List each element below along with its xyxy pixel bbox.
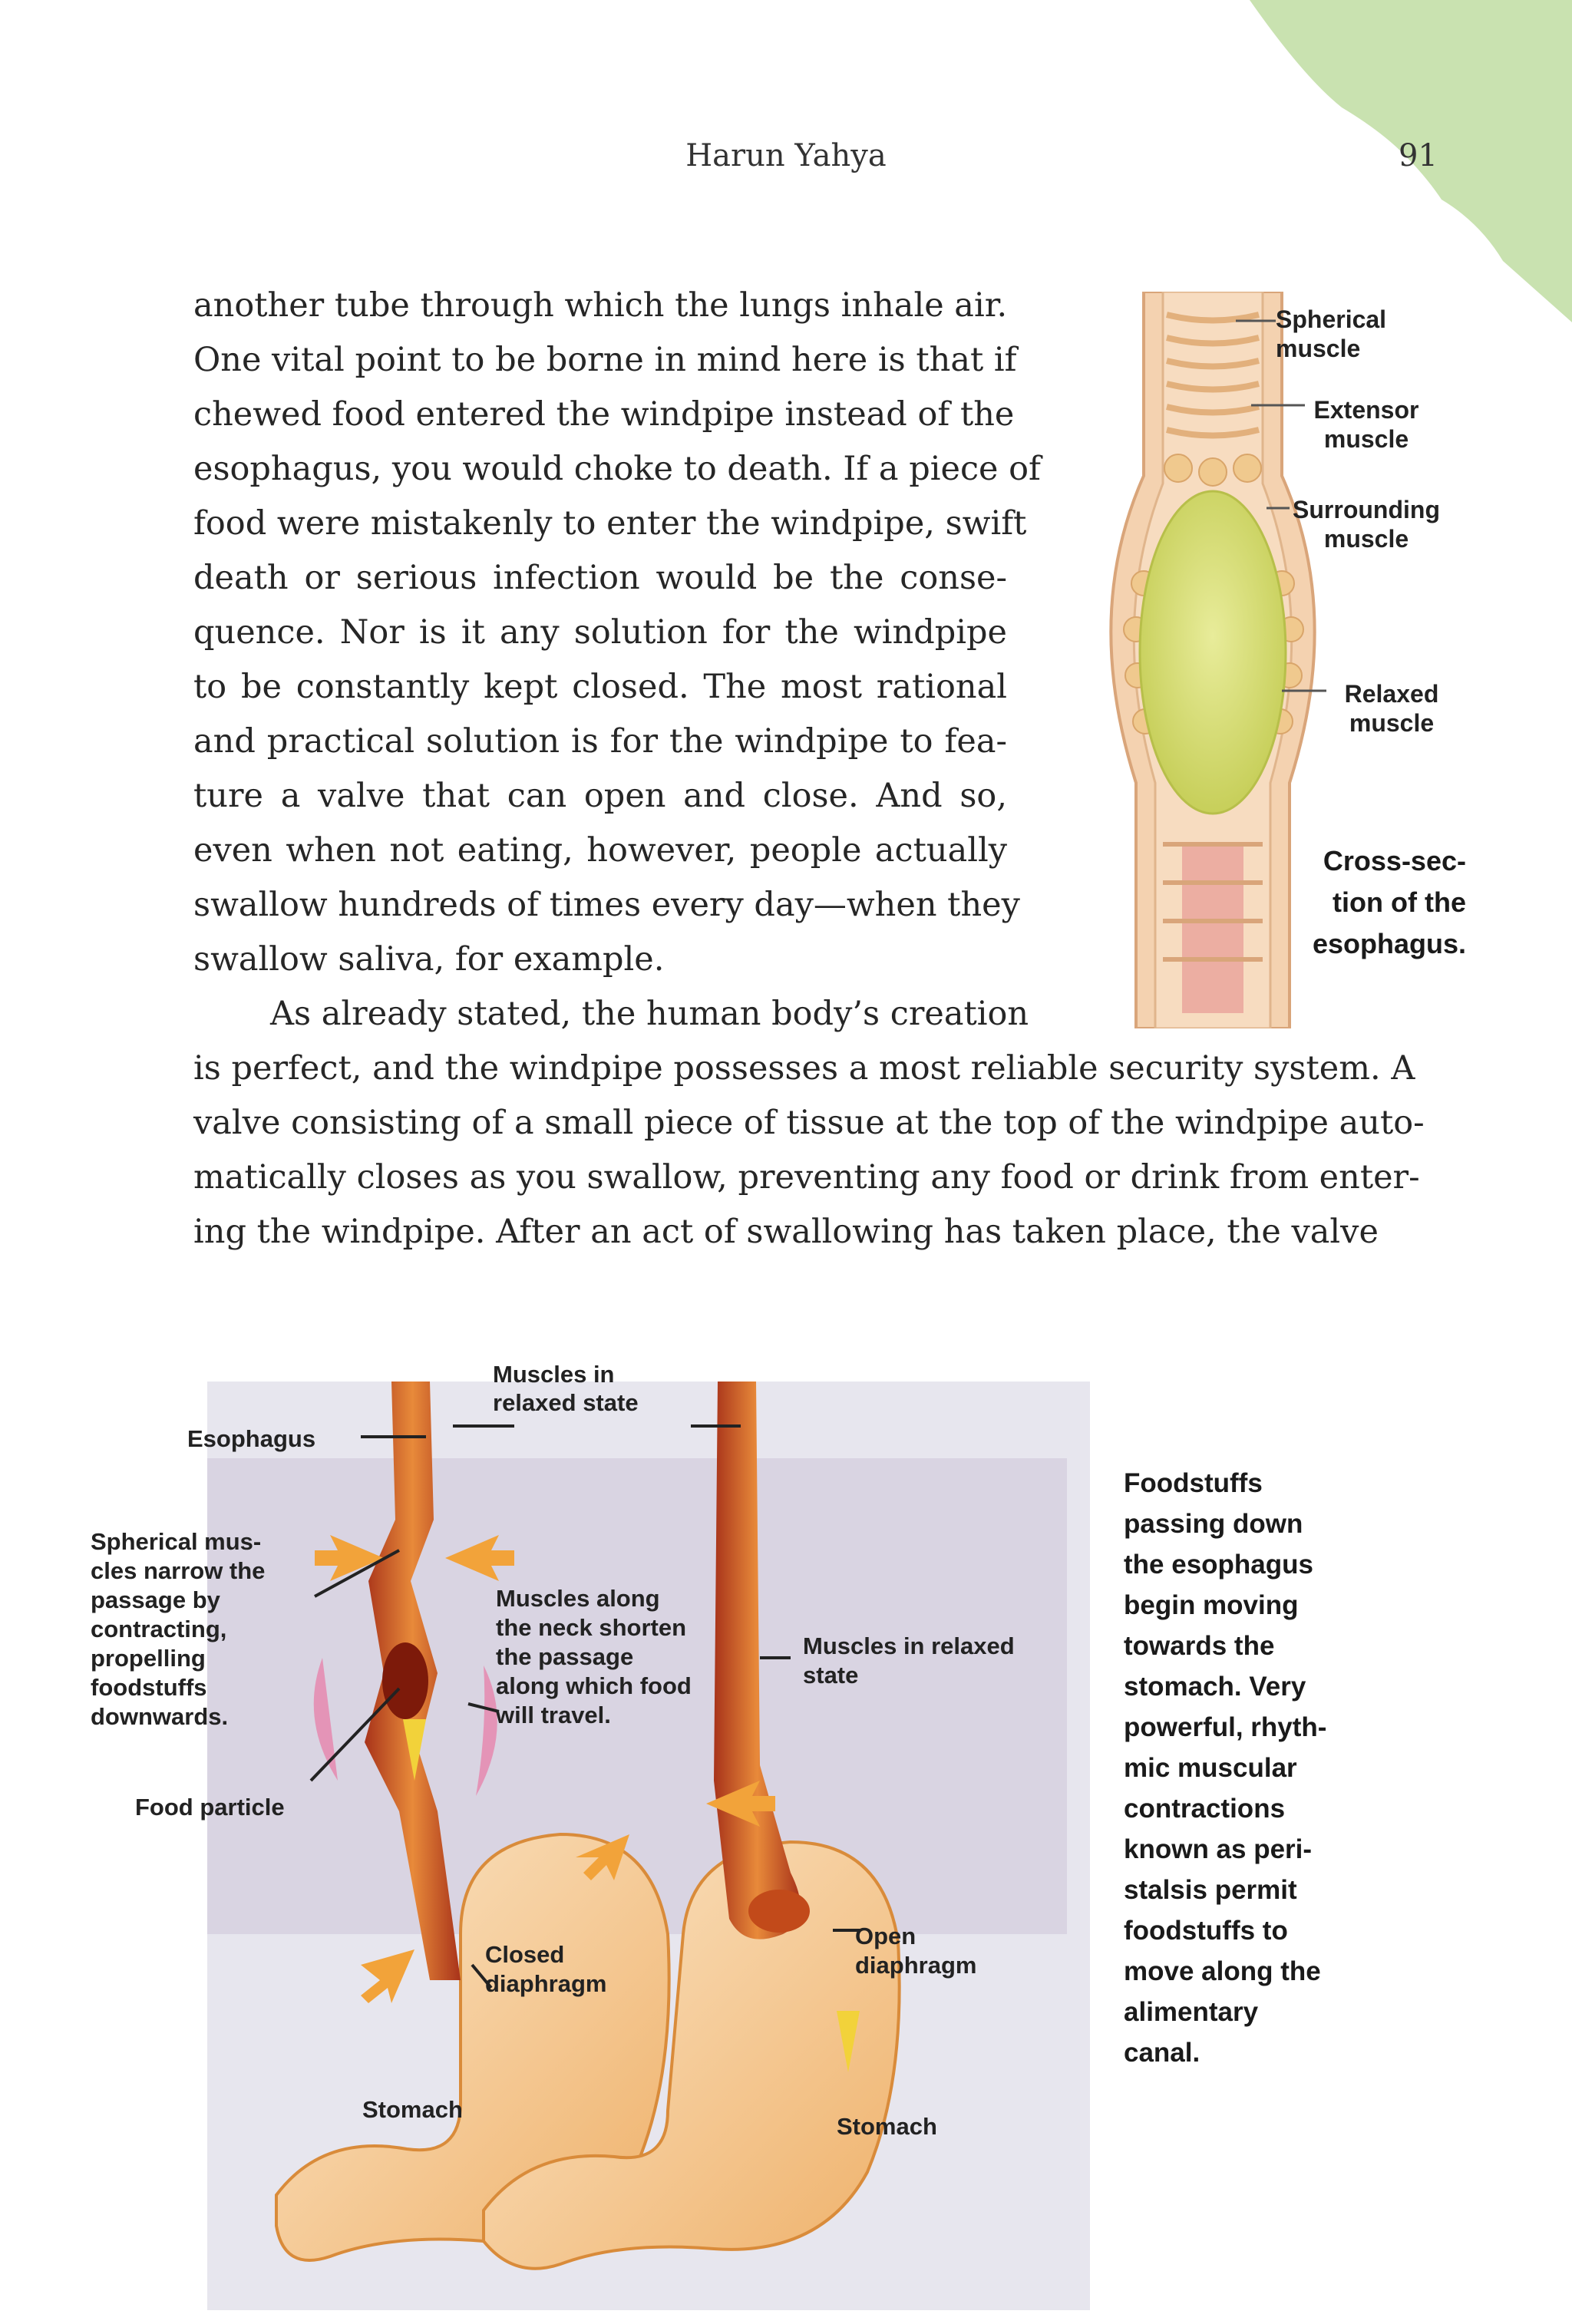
label-line: cles narrow the [91, 1557, 266, 1584]
text-line: food were mistakenly to enter the windpipe, swift [193, 504, 1027, 543]
label-food-particle: Food particle [135, 1794, 285, 1821]
text-line: and practical solution is for the windpipe to fea- [193, 722, 1007, 761]
label-line: Surrounding [1293, 496, 1440, 523]
caption-line: towards the [1124, 1631, 1275, 1661]
label-line: propelling [91, 1645, 206, 1672]
caption-line: contractions [1124, 1794, 1286, 1824]
peristalsis-caption [1124, 1463, 1326, 2073]
label-open-diaphragm [855, 1922, 976, 1980]
label-stomach-right: Stomach [837, 2113, 937, 2140]
caption-line: begin moving [1124, 1590, 1299, 1620]
caption-line: stalsis permit [1124, 1875, 1297, 1905]
caption-line: stomach. Very [1124, 1672, 1306, 1702]
label-muscles-relaxed-right [803, 1632, 1015, 1690]
label-line: the neck shorten [496, 1614, 687, 1641]
caption-line: mic muscular [1124, 1753, 1297, 1783]
label-muscles-relaxed-top [493, 1360, 639, 1417]
label-stomach-left: Stomach [362, 2096, 463, 2123]
label-line: relaxed state [493, 1389, 639, 1417]
caption-line: powerful, rhyth- [1124, 1712, 1327, 1742]
text-line: valve consisting of a small piece of tissue at the top of the windpipe auto- [193, 1104, 1425, 1142]
text-line: esophagus, you would choke to death. If a piece of [193, 450, 1041, 488]
label-extensor-muscle [1305, 395, 1428, 454]
caption-line: esophagus. [1312, 928, 1466, 959]
label-esophagus: Esophagus [187, 1425, 316, 1452]
text-line: As already stated, the human body’s creation [270, 995, 1029, 1033]
text-line: chewed food entered the windpipe instead of the [193, 395, 1015, 434]
text-line: another tube through which the lungs inhale air. [193, 286, 1008, 325]
label-line: muscle [1349, 709, 1435, 738]
label-line: diaphragm [485, 1970, 607, 1997]
label-line: Relaxed [1344, 680, 1439, 708]
label-surrounding-muscle [1283, 495, 1449, 554]
text-line: even when not eating, however, people actually [193, 831, 1007, 870]
label-muscles-neck [496, 1584, 692, 1730]
label-line: Muscles along [496, 1585, 660, 1612]
label-line: muscle [1323, 425, 1409, 454]
text-line: quence. Nor is it any solution for the windpipe [193, 613, 1007, 652]
text-line: One vital point to be borne in mind here is that if [193, 341, 1017, 379]
label-spherical-muscle [1276, 305, 1386, 364]
peristalsis-illustration [207, 1382, 1090, 2310]
caption-line: the esophagus [1124, 1550, 1313, 1580]
cross-section-caption [1290, 840, 1466, 965]
running-head: Harun Yahya [685, 138, 887, 173]
label-line: passage by [91, 1586, 220, 1613]
label-line: contracting, [91, 1616, 227, 1642]
caption-line: move along the [1124, 1956, 1321, 1986]
text-line: ture a valve that can open and close. And so, [193, 777, 1007, 815]
label-line: the passage [496, 1643, 634, 1670]
text-line: matically closes as you swallow, preventing any food or drink from enter- [193, 1158, 1420, 1197]
label-line: state [803, 1662, 859, 1689]
label-line: Extensor [1313, 396, 1419, 424]
text-line: swallow saliva, for example. [193, 940, 665, 979]
label-line: muscle [1323, 525, 1409, 553]
page-number: 91 [1399, 138, 1438, 173]
caption-line: passing down [1124, 1509, 1303, 1539]
caption-line: canal. [1124, 2038, 1200, 2068]
caption-line: Foodstuffs [1124, 1468, 1263, 1498]
label-line: Open [855, 1923, 916, 1949]
label-line: will travel. [496, 1702, 611, 1728]
label-line: Muscles in [493, 1361, 615, 1388]
label-line: downwards. [91, 1703, 229, 1730]
caption-line: Cross-sec- [1323, 845, 1466, 876]
text-line: is perfect, and the windpipe possesses a most reliable security system. A [193, 1049, 1415, 1088]
label-spherical-muscles [91, 1527, 265, 1731]
label-line: foodstuffs [91, 1674, 207, 1701]
text-line: to be constantly kept closed. The most rational [193, 668, 1007, 706]
label-line: Muscles in relaxed [803, 1632, 1015, 1659]
caption-line: tion of the [1333, 886, 1466, 918]
label-relaxed-muscle [1334, 679, 1449, 738]
text-line: ing the windpipe. After an act of swallowing has taken place, the valve [193, 1213, 1379, 1251]
label-line: Spherical [1276, 305, 1387, 333]
text-line: death or serious infection would be the conse- [193, 559, 1007, 597]
label-line: along which food [496, 1672, 692, 1699]
label-line: muscle [1276, 335, 1361, 363]
label-line: diaphragm [855, 1952, 977, 1979]
label-line: Closed [485, 1941, 565, 1968]
label-closed-diaphragm [485, 1940, 606, 1999]
label-line: Spherical mus- [91, 1528, 262, 1555]
caption-line: foodstuffs to [1124, 1916, 1288, 1946]
caption-line: alimentary [1124, 1997, 1259, 2027]
text-line: swallow hundreds of times every day—when they [193, 886, 1020, 924]
caption-line: known as peri- [1124, 1834, 1313, 1864]
